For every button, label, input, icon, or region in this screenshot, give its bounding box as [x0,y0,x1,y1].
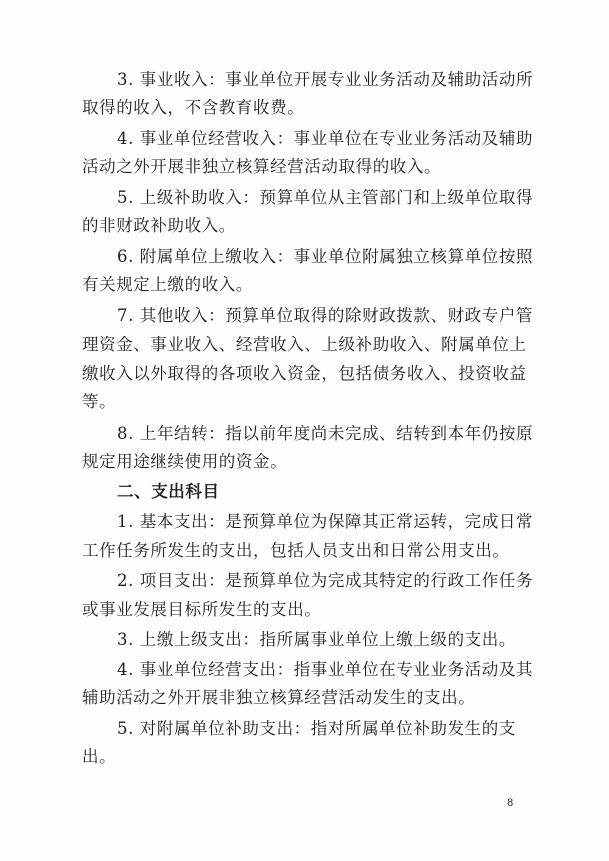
text-line-income-5-cont: 的非财政补助收入。 [82,216,236,235]
text-line-income-8-cont: 规定用途继续使用的资金。 [82,452,288,471]
text-line-expense-3: 3. 上缴上级支出：指所属事业单位上缴上级的支出。 [117,630,516,649]
section-heading-expenditure: 二、支出科目 [117,482,220,501]
text-line-income-6: 6. 附属单位上缴收入：事业单位附属独立核算单位按照 [117,247,534,266]
text-line-expense-5: 5. 对附属单位补助支出：指对所属单位补助发生的支 [117,719,516,738]
text-line-income-3: 3. 事业收入：事业单位开展专业业务活动及辅助活动所 [117,70,534,89]
text-line-income-7: 7. 其他收入：预算单位取得的除财政拨款、财政专户管 [117,306,534,325]
text-line-income-5: 5. 上级补助收入：预算单位从主管部门和上级单位取得 [117,188,534,207]
text-line-expense-1: 1. 基本支出：是预算单位为保障其正常运转，完成日常 [117,512,534,531]
text-line-expense-4: 4. 事业单位经营支出：指事业单位在专业业务活动及其 [117,660,534,679]
text-line-income-7-cont-3: 等。 [82,392,117,411]
text-line-income-8: 8. 上年结转：指以前年度尚未完成、结转到本年仍按原 [117,424,534,443]
text-line-expense-2: 2. 项目支出：是预算单位为完成其特定的行政工作任务 [117,571,534,590]
text-line-expense-4-cont: 辅助活动之外开展非独立核算经营活动发生的支出。 [82,688,476,707]
text-line-expense-1-cont: 工作任务所发生的支出，包括人员支出和日常公用支出。 [82,541,510,560]
text-line-income-3-cont: 取得的收入，不含教育收费。 [82,98,305,117]
text-line-income-6-cont: 有关规定上缴的收入。 [82,275,253,294]
text-line-income-7-cont-2: 缴收入以外取得的各项收入资金，包括债务收入、投资收益 [82,364,527,383]
text-line-income-4: 4. 事业单位经营收入：事业单位在专业业务活动及辅助 [117,129,534,148]
text-line-expense-2-cont: 或事业发展目标所发生的支出。 [82,600,322,619]
text-line-income-4-cont: 活动之外开展非独立核算经营活动取得的收入。 [82,157,442,176]
page-number: 8 [507,798,514,809]
text-line-income-7-cont-1: 理资金、事业收入、经营收入、上级补助收入、附属单位上 [82,335,527,354]
text-line-expense-5-cont: 出。 [82,747,117,766]
